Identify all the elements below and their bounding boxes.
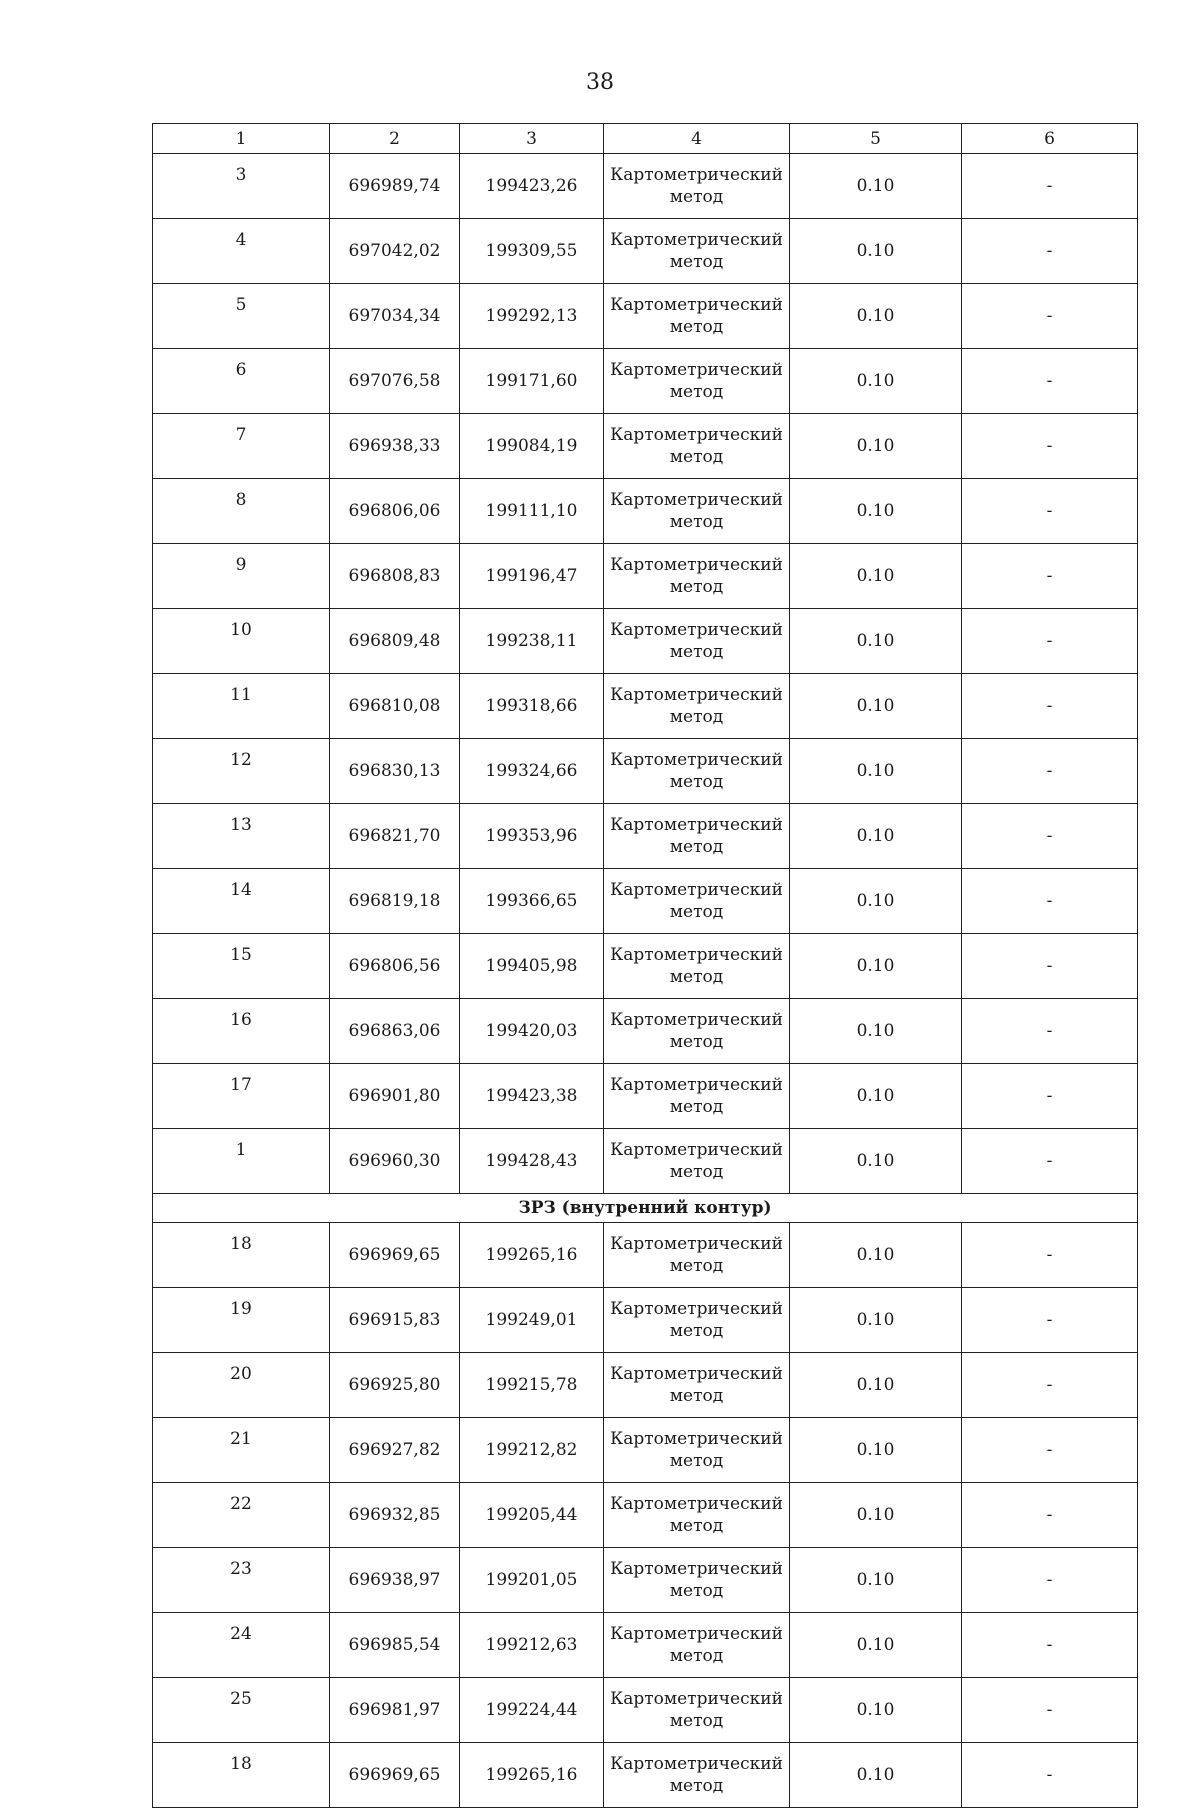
table-row <box>153 869 1138 934</box>
point-number-cell: 14 <box>153 869 330 934</box>
point-number-cell: 1 <box>153 1129 330 1194</box>
accuracy-cell: 0.10 <box>790 219 962 284</box>
method-line-1: Картометрический <box>610 1010 783 1030</box>
method-cell <box>604 999 790 1064</box>
method-line-1: Картометрический <box>610 1754 783 1774</box>
point-number-cell: 21 <box>153 1418 330 1483</box>
accuracy-cell: 0.10 <box>790 1223 962 1288</box>
column-header: 2 <box>330 124 460 154</box>
method-line-2: метод <box>669 1097 724 1117</box>
note-cell: - <box>962 1353 1138 1418</box>
page-number: 38 <box>586 70 614 95</box>
table-row <box>153 999 1138 1064</box>
method-line-1: Картометрический <box>610 490 783 510</box>
table-row <box>153 1353 1138 1418</box>
x-coordinate-cell: 696863,06 <box>330 999 460 1064</box>
x-coordinate-cell: 696901,80 <box>330 1064 460 1129</box>
table-row <box>153 1548 1138 1613</box>
method-line-2: метод <box>669 1581 724 1601</box>
method-line-1: Картометрический <box>610 1299 783 1319</box>
method-line-1: Картометрический <box>610 945 783 965</box>
column-header: 4 <box>604 124 790 154</box>
accuracy-cell: 0.10 <box>790 739 962 804</box>
point-number-cell: 19 <box>153 1288 330 1353</box>
accuracy-cell: 0.10 <box>790 674 962 739</box>
y-coordinate-cell: 199171,60 <box>460 349 604 414</box>
method-cell <box>604 1288 790 1353</box>
method-line-2: метод <box>669 1646 724 1666</box>
point-number-cell: 10 <box>153 609 330 674</box>
x-coordinate-cell: 697042,02 <box>330 219 460 284</box>
y-coordinate-cell: 199420,03 <box>460 999 604 1064</box>
method-line-2: метод <box>669 1776 724 1796</box>
method-cell <box>604 609 790 674</box>
table-row <box>153 1223 1138 1288</box>
accuracy-cell: 0.10 <box>790 804 962 869</box>
method-line-2: метод <box>669 967 724 987</box>
note-cell: - <box>962 544 1138 609</box>
method-line-1: Картометрический <box>610 1494 783 1514</box>
y-coordinate-cell: 199423,26 <box>460 154 604 219</box>
y-coordinate-cell: 199292,13 <box>460 284 604 349</box>
column-header: 6 <box>962 124 1138 154</box>
accuracy-cell: 0.10 <box>790 284 962 349</box>
method-cell <box>604 154 790 219</box>
method-line-2: метод <box>669 1451 724 1471</box>
method-cell <box>604 1129 790 1194</box>
accuracy-cell: 0.10 <box>790 544 962 609</box>
method-line-2: метод <box>669 1516 724 1536</box>
y-coordinate-cell: 199205,44 <box>460 1483 604 1548</box>
note-cell: - <box>962 999 1138 1064</box>
column-header: 3 <box>460 124 604 154</box>
y-coordinate-cell: 199201,05 <box>460 1548 604 1613</box>
x-coordinate-cell: 696808,83 <box>330 544 460 609</box>
method-line-2: метод <box>669 902 724 922</box>
method-line-2: метод <box>669 1162 724 1182</box>
accuracy-cell: 0.10 <box>790 934 962 999</box>
method-cell <box>604 414 790 479</box>
point-number-cell: 12 <box>153 739 330 804</box>
note-cell: - <box>962 154 1138 219</box>
x-coordinate-cell: 696809,48 <box>330 609 460 674</box>
table-row <box>153 1064 1138 1129</box>
y-coordinate-cell: 199249,01 <box>460 1288 604 1353</box>
note-cell: - <box>962 1129 1138 1194</box>
method-line-1: Картометрический <box>610 1364 783 1384</box>
method-line-1: Картометрический <box>610 815 783 835</box>
table-row <box>153 804 1138 869</box>
table-row <box>153 1678 1138 1743</box>
method-cell <box>604 1064 790 1129</box>
method-line-1: Картометрический <box>610 360 783 380</box>
point-number-cell: 7 <box>153 414 330 479</box>
accuracy-cell: 0.10 <box>790 1129 962 1194</box>
point-number-cell: 6 <box>153 349 330 414</box>
point-number-cell: 15 <box>153 934 330 999</box>
x-coordinate-cell: 696969,65 <box>330 1743 460 1808</box>
table-row <box>153 934 1138 999</box>
x-coordinate-cell: 697034,34 <box>330 284 460 349</box>
x-coordinate-cell: 696821,70 <box>330 804 460 869</box>
method-line-1: Картометрический <box>610 750 783 770</box>
note-cell: - <box>962 609 1138 674</box>
table-row <box>153 739 1138 804</box>
x-coordinate-cell: 696830,13 <box>330 739 460 804</box>
method-line-2: метод <box>669 1256 724 1276</box>
x-coordinate-cell: 696915,83 <box>330 1288 460 1353</box>
x-coordinate-cell: 697076,58 <box>330 349 460 414</box>
table-row <box>153 479 1138 544</box>
note-cell: - <box>962 934 1138 999</box>
accuracy-cell: 0.10 <box>790 1064 962 1129</box>
method-line-2: метод <box>669 187 724 207</box>
x-coordinate-cell: 696806,06 <box>330 479 460 544</box>
section-title: ЗРЗ (внутренний контур) <box>153 1194 1138 1223</box>
method-line-2: метод <box>669 642 724 662</box>
accuracy-cell: 0.10 <box>790 1743 962 1808</box>
table-body <box>153 154 1138 1808</box>
method-line-1: Картометрический <box>610 165 783 185</box>
method-line-2: метод <box>669 1711 724 1731</box>
table-row <box>153 414 1138 479</box>
method-line-2: метод <box>669 317 724 337</box>
y-coordinate-cell: 199366,65 <box>460 869 604 934</box>
x-coordinate-cell: 696925,80 <box>330 1353 460 1418</box>
table-row <box>153 284 1138 349</box>
accuracy-cell: 0.10 <box>790 869 962 934</box>
point-number-cell: 4 <box>153 219 330 284</box>
y-coordinate-cell: 199212,63 <box>460 1613 604 1678</box>
y-coordinate-cell: 199084,19 <box>460 414 604 479</box>
method-line-1: Картометрический <box>610 1075 783 1095</box>
method-line-1: Картометрический <box>610 1689 783 1709</box>
y-coordinate-cell: 199212,82 <box>460 1418 604 1483</box>
y-coordinate-cell: 199309,55 <box>460 219 604 284</box>
point-number-cell: 11 <box>153 674 330 739</box>
accuracy-cell: 0.10 <box>790 1613 962 1678</box>
method-cell <box>604 869 790 934</box>
y-coordinate-cell: 199428,43 <box>460 1129 604 1194</box>
method-cell <box>604 804 790 869</box>
x-coordinate-cell: 696927,82 <box>330 1418 460 1483</box>
method-cell <box>604 739 790 804</box>
y-coordinate-cell: 199215,78 <box>460 1353 604 1418</box>
x-coordinate-cell: 696981,97 <box>330 1678 460 1743</box>
accuracy-cell: 0.10 <box>790 609 962 674</box>
method-cell <box>604 934 790 999</box>
accuracy-cell: 0.10 <box>790 1548 962 1613</box>
method-line-1: Картометрический <box>610 555 783 575</box>
accuracy-cell: 0.10 <box>790 999 962 1064</box>
accuracy-cell: 0.10 <box>790 479 962 544</box>
method-line-1: Картометрический <box>610 1624 783 1644</box>
point-number-cell: 17 <box>153 1064 330 1129</box>
y-coordinate-cell: 199196,47 <box>460 544 604 609</box>
method-line-2: метод <box>669 252 724 272</box>
note-cell: - <box>962 1288 1138 1353</box>
x-coordinate-cell: 696938,97 <box>330 1548 460 1613</box>
point-number-cell: 18 <box>153 1743 330 1808</box>
method-cell <box>604 1678 790 1743</box>
table-row <box>153 349 1138 414</box>
note-cell: - <box>962 479 1138 544</box>
table-row <box>153 1743 1138 1808</box>
point-number-cell: 13 <box>153 804 330 869</box>
accuracy-cell: 0.10 <box>790 349 962 414</box>
method-line-1: Картометрический <box>610 425 783 445</box>
x-coordinate-cell: 696938,33 <box>330 414 460 479</box>
note-cell: - <box>962 1418 1138 1483</box>
point-number-cell: 25 <box>153 1678 330 1743</box>
accuracy-cell: 0.10 <box>790 154 962 219</box>
table-row <box>153 674 1138 739</box>
method-line-2: метод <box>669 707 724 727</box>
y-coordinate-cell: 199238,11 <box>460 609 604 674</box>
method-line-2: метод <box>669 447 724 467</box>
method-cell <box>604 1483 790 1548</box>
y-coordinate-cell: 199265,16 <box>460 1743 604 1808</box>
method-cell <box>604 1548 790 1613</box>
method-cell <box>604 674 790 739</box>
note-cell: - <box>962 349 1138 414</box>
table-row <box>153 219 1138 284</box>
method-cell <box>604 1613 790 1678</box>
note-cell: - <box>962 739 1138 804</box>
note-cell: - <box>962 1548 1138 1613</box>
method-cell <box>604 1743 790 1808</box>
accuracy-cell: 0.10 <box>790 1678 962 1743</box>
accuracy-cell: 0.10 <box>790 1288 962 1353</box>
table-row <box>153 1288 1138 1353</box>
method-line-2: метод <box>669 772 724 792</box>
y-coordinate-cell: 199423,38 <box>460 1064 604 1129</box>
table-row <box>153 544 1138 609</box>
y-coordinate-cell: 199318,66 <box>460 674 604 739</box>
x-coordinate-cell: 696932,85 <box>330 1483 460 1548</box>
note-cell: - <box>962 869 1138 934</box>
x-coordinate-cell: 696960,30 <box>330 1129 460 1194</box>
method-line-1: Картометрический <box>610 1429 783 1449</box>
x-coordinate-cell: 696985,54 <box>330 1613 460 1678</box>
y-coordinate-cell: 199111,10 <box>460 479 604 544</box>
note-cell: - <box>962 804 1138 869</box>
note-cell: - <box>962 1223 1138 1288</box>
method-line-1: Картометрический <box>610 880 783 900</box>
table-row <box>153 154 1138 219</box>
method-line-1: Картометрический <box>610 1140 783 1160</box>
note-cell: - <box>962 219 1138 284</box>
note-cell: - <box>962 674 1138 739</box>
method-line-1: Картометрический <box>610 1559 783 1579</box>
point-number-cell: 8 <box>153 479 330 544</box>
method-line-2: метод <box>669 837 724 857</box>
method-cell <box>604 219 790 284</box>
y-coordinate-cell: 199265,16 <box>460 1223 604 1288</box>
method-cell <box>604 1353 790 1418</box>
point-number-cell: 18 <box>153 1223 330 1288</box>
method-line-2: метод <box>669 512 724 532</box>
method-line-1: Картометрический <box>610 1234 783 1254</box>
point-number-cell: 20 <box>153 1353 330 1418</box>
accuracy-cell: 0.10 <box>790 1483 962 1548</box>
x-coordinate-cell: 696810,08 <box>330 674 460 739</box>
method-line-2: метод <box>669 1386 724 1406</box>
column-header: 1 <box>153 124 330 154</box>
table-row <box>153 1613 1138 1678</box>
method-line-1: Картометрический <box>610 295 783 315</box>
y-coordinate-cell: 199324,66 <box>460 739 604 804</box>
accuracy-cell: 0.10 <box>790 1353 962 1418</box>
note-cell: - <box>962 1743 1138 1808</box>
column-header: 5 <box>790 124 962 154</box>
note-cell: - <box>962 284 1138 349</box>
x-coordinate-cell: 696819,18 <box>330 869 460 934</box>
accuracy-cell: 0.10 <box>790 414 962 479</box>
note-cell: - <box>962 1678 1138 1743</box>
point-number-cell: 23 <box>153 1548 330 1613</box>
point-number-cell: 16 <box>153 999 330 1064</box>
table-row <box>153 1129 1138 1194</box>
method-cell <box>604 1418 790 1483</box>
note-cell: - <box>962 1613 1138 1678</box>
method-line-2: метод <box>669 1032 724 1052</box>
note-cell: - <box>962 1483 1138 1548</box>
method-line-1: Картометрический <box>610 620 783 640</box>
method-cell <box>604 479 790 544</box>
table-row <box>153 609 1138 674</box>
x-coordinate-cell: 696989,74 <box>330 154 460 219</box>
method-line-1: Картометрический <box>610 685 783 705</box>
y-coordinate-cell: 199353,96 <box>460 804 604 869</box>
y-coordinate-cell: 199224,44 <box>460 1678 604 1743</box>
method-line-2: метод <box>669 382 724 402</box>
point-number-cell: 3 <box>153 154 330 219</box>
x-coordinate-cell: 696806,56 <box>330 934 460 999</box>
method-cell <box>604 1223 790 1288</box>
note-cell: - <box>962 1064 1138 1129</box>
method-cell <box>604 284 790 349</box>
point-number-cell: 24 <box>153 1613 330 1678</box>
method-line-2: метод <box>669 577 724 597</box>
table-row <box>153 1418 1138 1483</box>
coordinates-table <box>152 123 1138 1808</box>
method-line-2: метод <box>669 1321 724 1341</box>
y-coordinate-cell: 199405,98 <box>460 934 604 999</box>
note-cell: - <box>962 414 1138 479</box>
x-coordinate-cell: 696969,65 <box>330 1223 460 1288</box>
point-number-cell: 9 <box>153 544 330 609</box>
method-cell <box>604 544 790 609</box>
point-number-cell: 22 <box>153 1483 330 1548</box>
accuracy-cell: 0.10 <box>790 1418 962 1483</box>
method-cell <box>604 349 790 414</box>
table-row <box>153 1483 1138 1548</box>
section-heading-row <box>153 1194 1138 1223</box>
method-line-1: Картометрический <box>610 230 783 250</box>
table-header-row <box>153 124 1138 154</box>
point-number-cell: 5 <box>153 284 330 349</box>
